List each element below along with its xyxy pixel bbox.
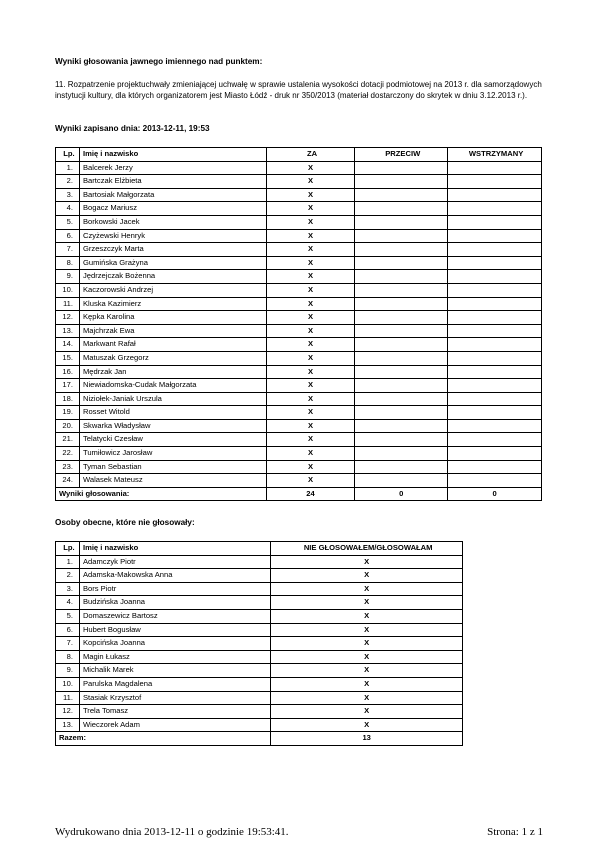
vote-wstrzymany <box>448 474 542 488</box>
table-row <box>56 433 542 447</box>
voting-results-table <box>55 147 542 501</box>
member-name: Adamska-Makowska Anna <box>79 569 270 583</box>
summary-przeciw: 0 <box>355 487 448 501</box>
row-number: 8. <box>56 256 80 270</box>
row-number: 17. <box>56 379 80 393</box>
vote-przeciw <box>355 297 448 311</box>
table-row <box>56 705 463 719</box>
row-number: 7. <box>56 243 80 257</box>
table-row <box>56 623 463 637</box>
table-row <box>56 202 542 216</box>
row-number: 8. <box>56 650 80 664</box>
vote-przeciw <box>355 311 448 325</box>
vote-przeciw <box>355 270 448 284</box>
absent-heading: Osoby obecne, które nie głosowały: <box>55 518 195 527</box>
col-header-nie-glosowal: NIE GŁOSOWAŁEM/GŁOSOWAŁAM <box>271 542 463 556</box>
vote-wstrzymany <box>448 324 542 338</box>
not-voted-mark: X <box>271 569 463 583</box>
voting-summary-row <box>56 487 542 501</box>
table-row <box>56 677 463 691</box>
member-name: Gumińska Grażyna <box>79 256 266 270</box>
vote-za: X <box>266 447 355 461</box>
table-row <box>56 447 542 461</box>
vote-wstrzymany <box>448 379 542 393</box>
member-name: Michalik Marek <box>79 664 270 678</box>
table-header-row <box>56 148 542 162</box>
vote-wstrzymany <box>448 419 542 433</box>
member-name: Adamczyk Piotr <box>79 555 270 569</box>
vote-przeciw <box>355 338 448 352</box>
agenda-item-description: 11. Rozpatrzenie projektuchwały zmieniającej uchwałę w sprawie ustalenia wysokości dotacji podmiotowej na 2013 r. dla samorządowych instytucji kultury, dla których organizatorem jest Miasto Łódź - druk nr 350/2013 (materiał dostarczony do skrytek w dniu 3.12.2013 r.). <box>55 80 542 100</box>
vote-przeciw <box>355 474 448 488</box>
table-row <box>56 161 542 175</box>
member-name: Bogacz Mariusz <box>79 202 266 216</box>
table-header-row <box>56 542 463 556</box>
row-number: 21. <box>56 433 80 447</box>
vote-przeciw <box>355 433 448 447</box>
table-row <box>56 379 542 393</box>
vote-wstrzymany <box>448 161 542 175</box>
vote-wstrzymany <box>448 243 542 257</box>
row-number: 16. <box>56 365 80 379</box>
vote-przeciw <box>355 175 448 189</box>
vote-przeciw <box>355 379 448 393</box>
member-name: Czyżewski Henryk <box>79 229 266 243</box>
vote-przeciw <box>355 447 448 461</box>
table-row <box>56 392 542 406</box>
not-voted-mark: X <box>271 637 463 651</box>
member-name: Wieczorek Adam <box>79 718 270 732</box>
not-voted-mark: X <box>271 582 463 596</box>
col-header-name: Imię i nazwisko <box>79 148 266 162</box>
vote-przeciw <box>355 351 448 365</box>
table-row <box>56 596 463 610</box>
table-row <box>56 650 463 664</box>
vote-za: X <box>266 297 355 311</box>
vote-wstrzymany <box>448 297 542 311</box>
not-voted-mark: X <box>271 609 463 623</box>
row-number: 24. <box>56 474 80 488</box>
section-heading: Wyniki głosowania jawnego imiennego nad punktem: <box>55 57 263 66</box>
vote-wstrzymany <box>448 270 542 284</box>
member-name: Balcerek Jerzy <box>79 161 266 175</box>
table-row <box>56 229 542 243</box>
table-row <box>56 324 542 338</box>
print-timestamp: Wydrukowano dnia 2013-12-11 o godzinie 19:53:41. <box>55 826 289 838</box>
member-name: Domaszewicz Bartosz <box>79 609 270 623</box>
row-number: 5. <box>56 215 80 229</box>
vote-za: X <box>266 433 355 447</box>
member-name: Matuszak Grzegorz <box>79 351 266 365</box>
not-voted-mark: X <box>271 623 463 637</box>
table-row <box>56 188 542 202</box>
table-row <box>56 311 542 325</box>
row-number: 10. <box>56 677 80 691</box>
member-name: Niewiadomska-Cudak Małgorzata <box>79 379 266 393</box>
member-name: Magin Łukasz <box>79 650 270 664</box>
vote-przeciw <box>355 365 448 379</box>
summary-wstrzymany: 0 <box>448 487 542 501</box>
not-voted-mark: X <box>271 691 463 705</box>
not-voted-mark: X <box>271 664 463 678</box>
member-name: Stasiak Krzysztof <box>79 691 270 705</box>
table-row <box>56 338 542 352</box>
table-row <box>56 243 542 257</box>
vote-przeciw <box>355 392 448 406</box>
table-row <box>56 270 542 284</box>
vote-wstrzymany <box>448 311 542 325</box>
row-number: 3. <box>56 582 80 596</box>
vote-wstrzymany <box>448 406 542 420</box>
not-voted-mark: X <box>271 677 463 691</box>
table-row <box>56 582 463 596</box>
not-voted-mark: X <box>271 650 463 664</box>
member-name: Jędrzejczak Bożenna <box>79 270 266 284</box>
table-row <box>56 460 542 474</box>
vote-za: X <box>266 256 355 270</box>
member-name: Telatycki Czesław <box>79 433 266 447</box>
vote-za: X <box>266 392 355 406</box>
recorded-timestamp: Wyniki zapisano dnia: 2013-12-11, 19:53 <box>55 124 210 133</box>
row-number: 5. <box>56 609 80 623</box>
vote-przeciw <box>355 188 448 202</box>
row-number: 14. <box>56 338 80 352</box>
vote-za: X <box>266 175 355 189</box>
vote-przeciw <box>355 215 448 229</box>
table-row <box>56 175 542 189</box>
row-number: 22. <box>56 447 80 461</box>
vote-wstrzymany <box>448 433 542 447</box>
vote-wstrzymany <box>448 202 542 216</box>
vote-za: X <box>266 338 355 352</box>
vote-za: X <box>266 188 355 202</box>
table-row <box>56 474 542 488</box>
table-row <box>56 555 463 569</box>
not-voted-mark: X <box>271 705 463 719</box>
table-row <box>56 297 542 311</box>
table-row <box>56 637 463 651</box>
vote-za: X <box>266 351 355 365</box>
vote-za: X <box>266 215 355 229</box>
table-row <box>56 215 542 229</box>
member-name: Walasek Mateusz <box>79 474 266 488</box>
vote-wstrzymany <box>448 229 542 243</box>
vote-za: X <box>266 365 355 379</box>
row-number: 6. <box>56 623 80 637</box>
table-row <box>56 365 542 379</box>
row-number: 6. <box>56 229 80 243</box>
row-number: 2. <box>56 569 80 583</box>
row-number: 2. <box>56 175 80 189</box>
vote-za: X <box>266 379 355 393</box>
row-number: 4. <box>56 202 80 216</box>
row-number: 19. <box>56 406 80 420</box>
vote-wstrzymany <box>448 283 542 297</box>
row-number: 20. <box>56 419 80 433</box>
row-number: 7. <box>56 637 80 651</box>
summary-label: Razem: <box>56 732 271 746</box>
not-voted-mark: X <box>271 555 463 569</box>
vote-przeciw <box>355 324 448 338</box>
member-name: Rosset Witold <box>79 406 266 420</box>
col-header-wstrzymany: WSTRZYMANY <box>448 148 542 162</box>
member-name: Kluska Kazimierz <box>79 297 266 311</box>
vote-przeciw <box>355 460 448 474</box>
member-name: Bors Piotr <box>79 582 270 596</box>
vote-wstrzymany <box>448 460 542 474</box>
member-name: Kępka Karolina <box>79 311 266 325</box>
vote-za: X <box>266 161 355 175</box>
summary-count: 13 <box>271 732 463 746</box>
member-name: Majchrzak Ewa <box>79 324 266 338</box>
row-number: 4. <box>56 596 80 610</box>
col-header-lp: Lp. <box>56 542 80 556</box>
member-name: Borkowski Jacek <box>79 215 266 229</box>
summary-label: Wyniki głosowania: <box>56 487 267 501</box>
table-row <box>56 419 542 433</box>
vote-wstrzymany <box>448 365 542 379</box>
vote-wstrzymany <box>448 351 542 365</box>
table-row <box>56 609 463 623</box>
vote-wstrzymany <box>448 215 542 229</box>
row-number: 1. <box>56 555 80 569</box>
row-number: 18. <box>56 392 80 406</box>
row-number: 11. <box>56 691 80 705</box>
member-name: Grzeszczyk Marta <box>79 243 266 257</box>
not-voted-mark: X <box>271 718 463 732</box>
table-row <box>56 406 542 420</box>
vote-przeciw <box>355 161 448 175</box>
vote-wstrzymany <box>448 392 542 406</box>
vote-przeciw <box>355 419 448 433</box>
row-number: 1. <box>56 161 80 175</box>
row-number: 12. <box>56 705 80 719</box>
vote-za: X <box>266 406 355 420</box>
member-name: Tyman Sebastian <box>79 460 266 474</box>
vote-za: X <box>266 324 355 338</box>
vote-za: X <box>266 419 355 433</box>
row-number: 12. <box>56 311 80 325</box>
not-voted-mark: X <box>271 596 463 610</box>
table-row <box>56 718 463 732</box>
non-voters-table <box>55 541 463 746</box>
vote-za: X <box>266 229 355 243</box>
vote-przeciw <box>355 243 448 257</box>
vote-przeciw <box>355 229 448 243</box>
vote-za: X <box>266 270 355 284</box>
vote-za: X <box>266 474 355 488</box>
vote-przeciw <box>355 256 448 270</box>
vote-wstrzymany <box>448 447 542 461</box>
row-number: 10. <box>56 283 80 297</box>
member-name: Skwarka Władysław <box>79 419 266 433</box>
col-header-lp: Lp. <box>56 148 80 162</box>
table-row <box>56 283 542 297</box>
member-name: Trela Tomasz <box>79 705 270 719</box>
member-name: Markwant Rafał <box>79 338 266 352</box>
vote-za: X <box>266 243 355 257</box>
row-number: 13. <box>56 718 80 732</box>
table-row <box>56 351 542 365</box>
member-name: Niziołek-Janiak Urszula <box>79 392 266 406</box>
member-name: Tumiłowicz Jarosław <box>79 447 266 461</box>
vote-przeciw <box>355 202 448 216</box>
table-row <box>56 569 463 583</box>
vote-wstrzymany <box>448 256 542 270</box>
vote-za: X <box>266 202 355 216</box>
page-number: Strona: 1 z 1 <box>487 826 543 838</box>
col-header-przeciw: PRZECIW <box>355 148 448 162</box>
col-header-name: Imię i nazwisko <box>79 542 270 556</box>
member-name: Budzińska Joanna <box>79 596 270 610</box>
vote-za: X <box>266 311 355 325</box>
member-name: Bartczak Elżbieta <box>79 175 266 189</box>
member-name: Mędrzak Jan <box>79 365 266 379</box>
table-row <box>56 664 463 678</box>
row-number: 9. <box>56 664 80 678</box>
member-name: Kopcińska Joanna <box>79 637 270 651</box>
row-number: 15. <box>56 351 80 365</box>
vote-wstrzymany <box>448 188 542 202</box>
row-number: 3. <box>56 188 80 202</box>
vote-wstrzymany <box>448 175 542 189</box>
vote-za: X <box>266 283 355 297</box>
row-number: 9. <box>56 270 80 284</box>
summary-za: 24 <box>266 487 355 501</box>
col-header-za: ZA <box>266 148 355 162</box>
vote-za: X <box>266 460 355 474</box>
non-voters-summary-row <box>56 732 463 746</box>
table-row <box>56 691 463 705</box>
member-name: Bartosiak Małgorzata <box>79 188 266 202</box>
row-number: 13. <box>56 324 80 338</box>
member-name: Kaczorowski Andrzej <box>79 283 266 297</box>
row-number: 23. <box>56 460 80 474</box>
vote-przeciw <box>355 283 448 297</box>
member-name: Hubert Bogusław <box>79 623 270 637</box>
vote-przeciw <box>355 406 448 420</box>
table-row <box>56 256 542 270</box>
member-name: Parulska Magdalena <box>79 677 270 691</box>
vote-wstrzymany <box>448 338 542 352</box>
row-number: 11. <box>56 297 80 311</box>
